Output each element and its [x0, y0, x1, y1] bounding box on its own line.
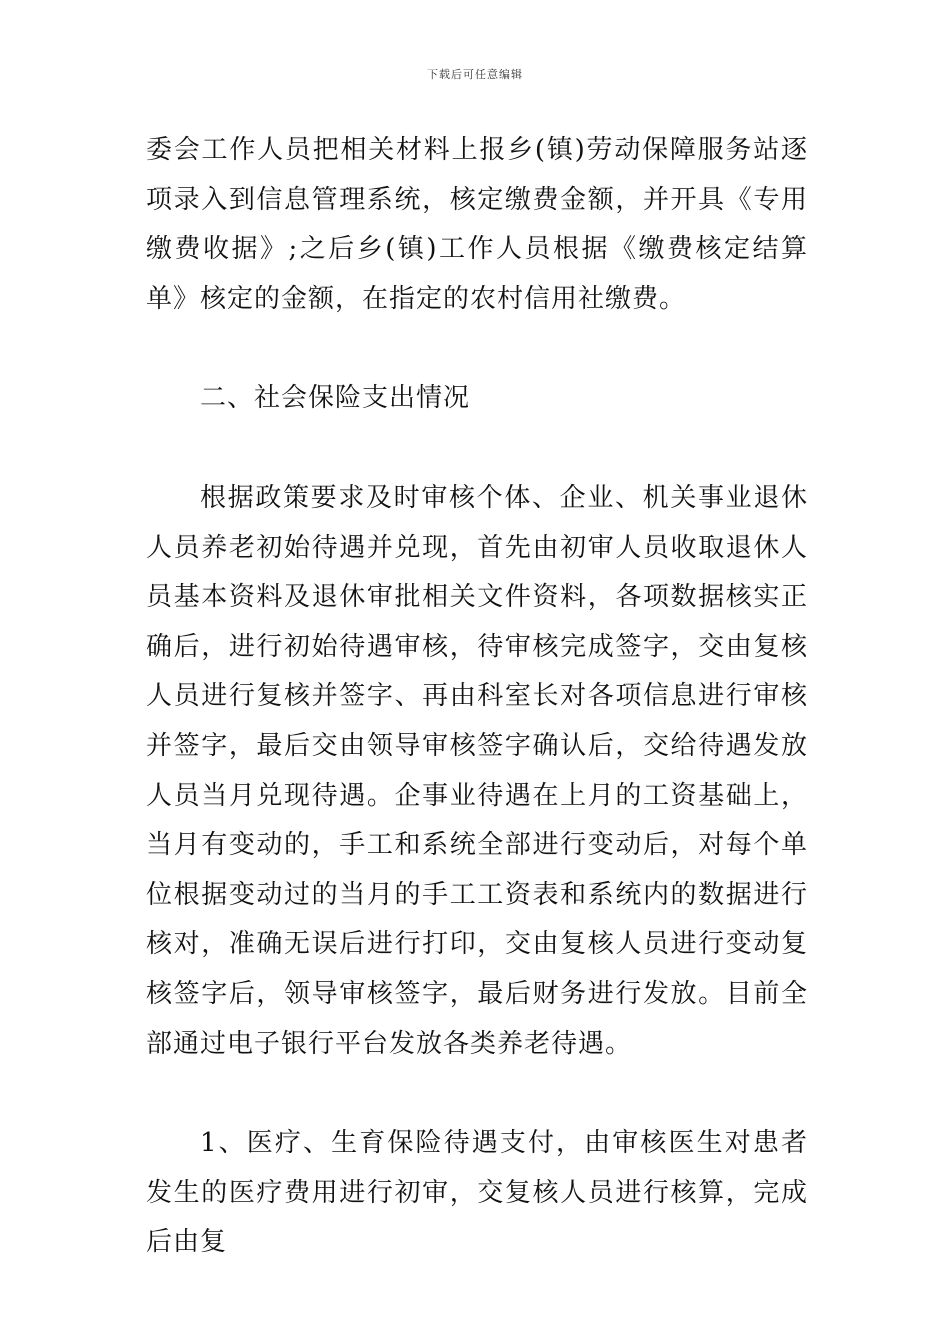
document-body: [146, 126, 808, 1268]
paragraph-continued: 委会工作人员把相关材料上报乡(镇)劳动保障服务站逐项录入到信息管理系统，核定缴费金额，并开具《专用缴费收据》;之后乡(镇)工作人员根据《缴费核定结算单》核定的金额，在指定的农村信用社缴费。: [146, 135, 808, 314]
paragraph-medical-insurance: 1、医疗、生育保险待遇支付，由审核医生对患者发生的医疗费用进行初审，交复核人员进行核算，完成后由复: [146, 1128, 808, 1258]
section-heading: 二、社会保险支出情况: [200, 383, 471, 414]
paragraph-pension-benefits: 根据政策要求及时审核个体、企业、机关事业退休人员养老初始待遇并兑现，首先由初审人员收取退休人员基本资料及退休审批相关文件资料，各项数据核实正确后，进行初始待遇审核，待审核完成签字，交由复核人员进行复核并签字、再由科室长对各项信息进行审核并签字，最后交由领导审核签字确认后，交给待遇发放人员当月兑现待遇。企事业待遇在上月的工资基础上，当月有变动的，手工和系统全部进行变动后，对每个单位根据变动过的当月的手工工资表和系统内的数据进行核对，准确无误后进行打印，交由复核人员进行变动复核签字后，领导审核签字，最后财务进行发放。目前全部通过电子银行平台发放各类养老待遇。: [146, 482, 808, 1059]
page-header: 下载后可任意编辑: [427, 68, 523, 81]
